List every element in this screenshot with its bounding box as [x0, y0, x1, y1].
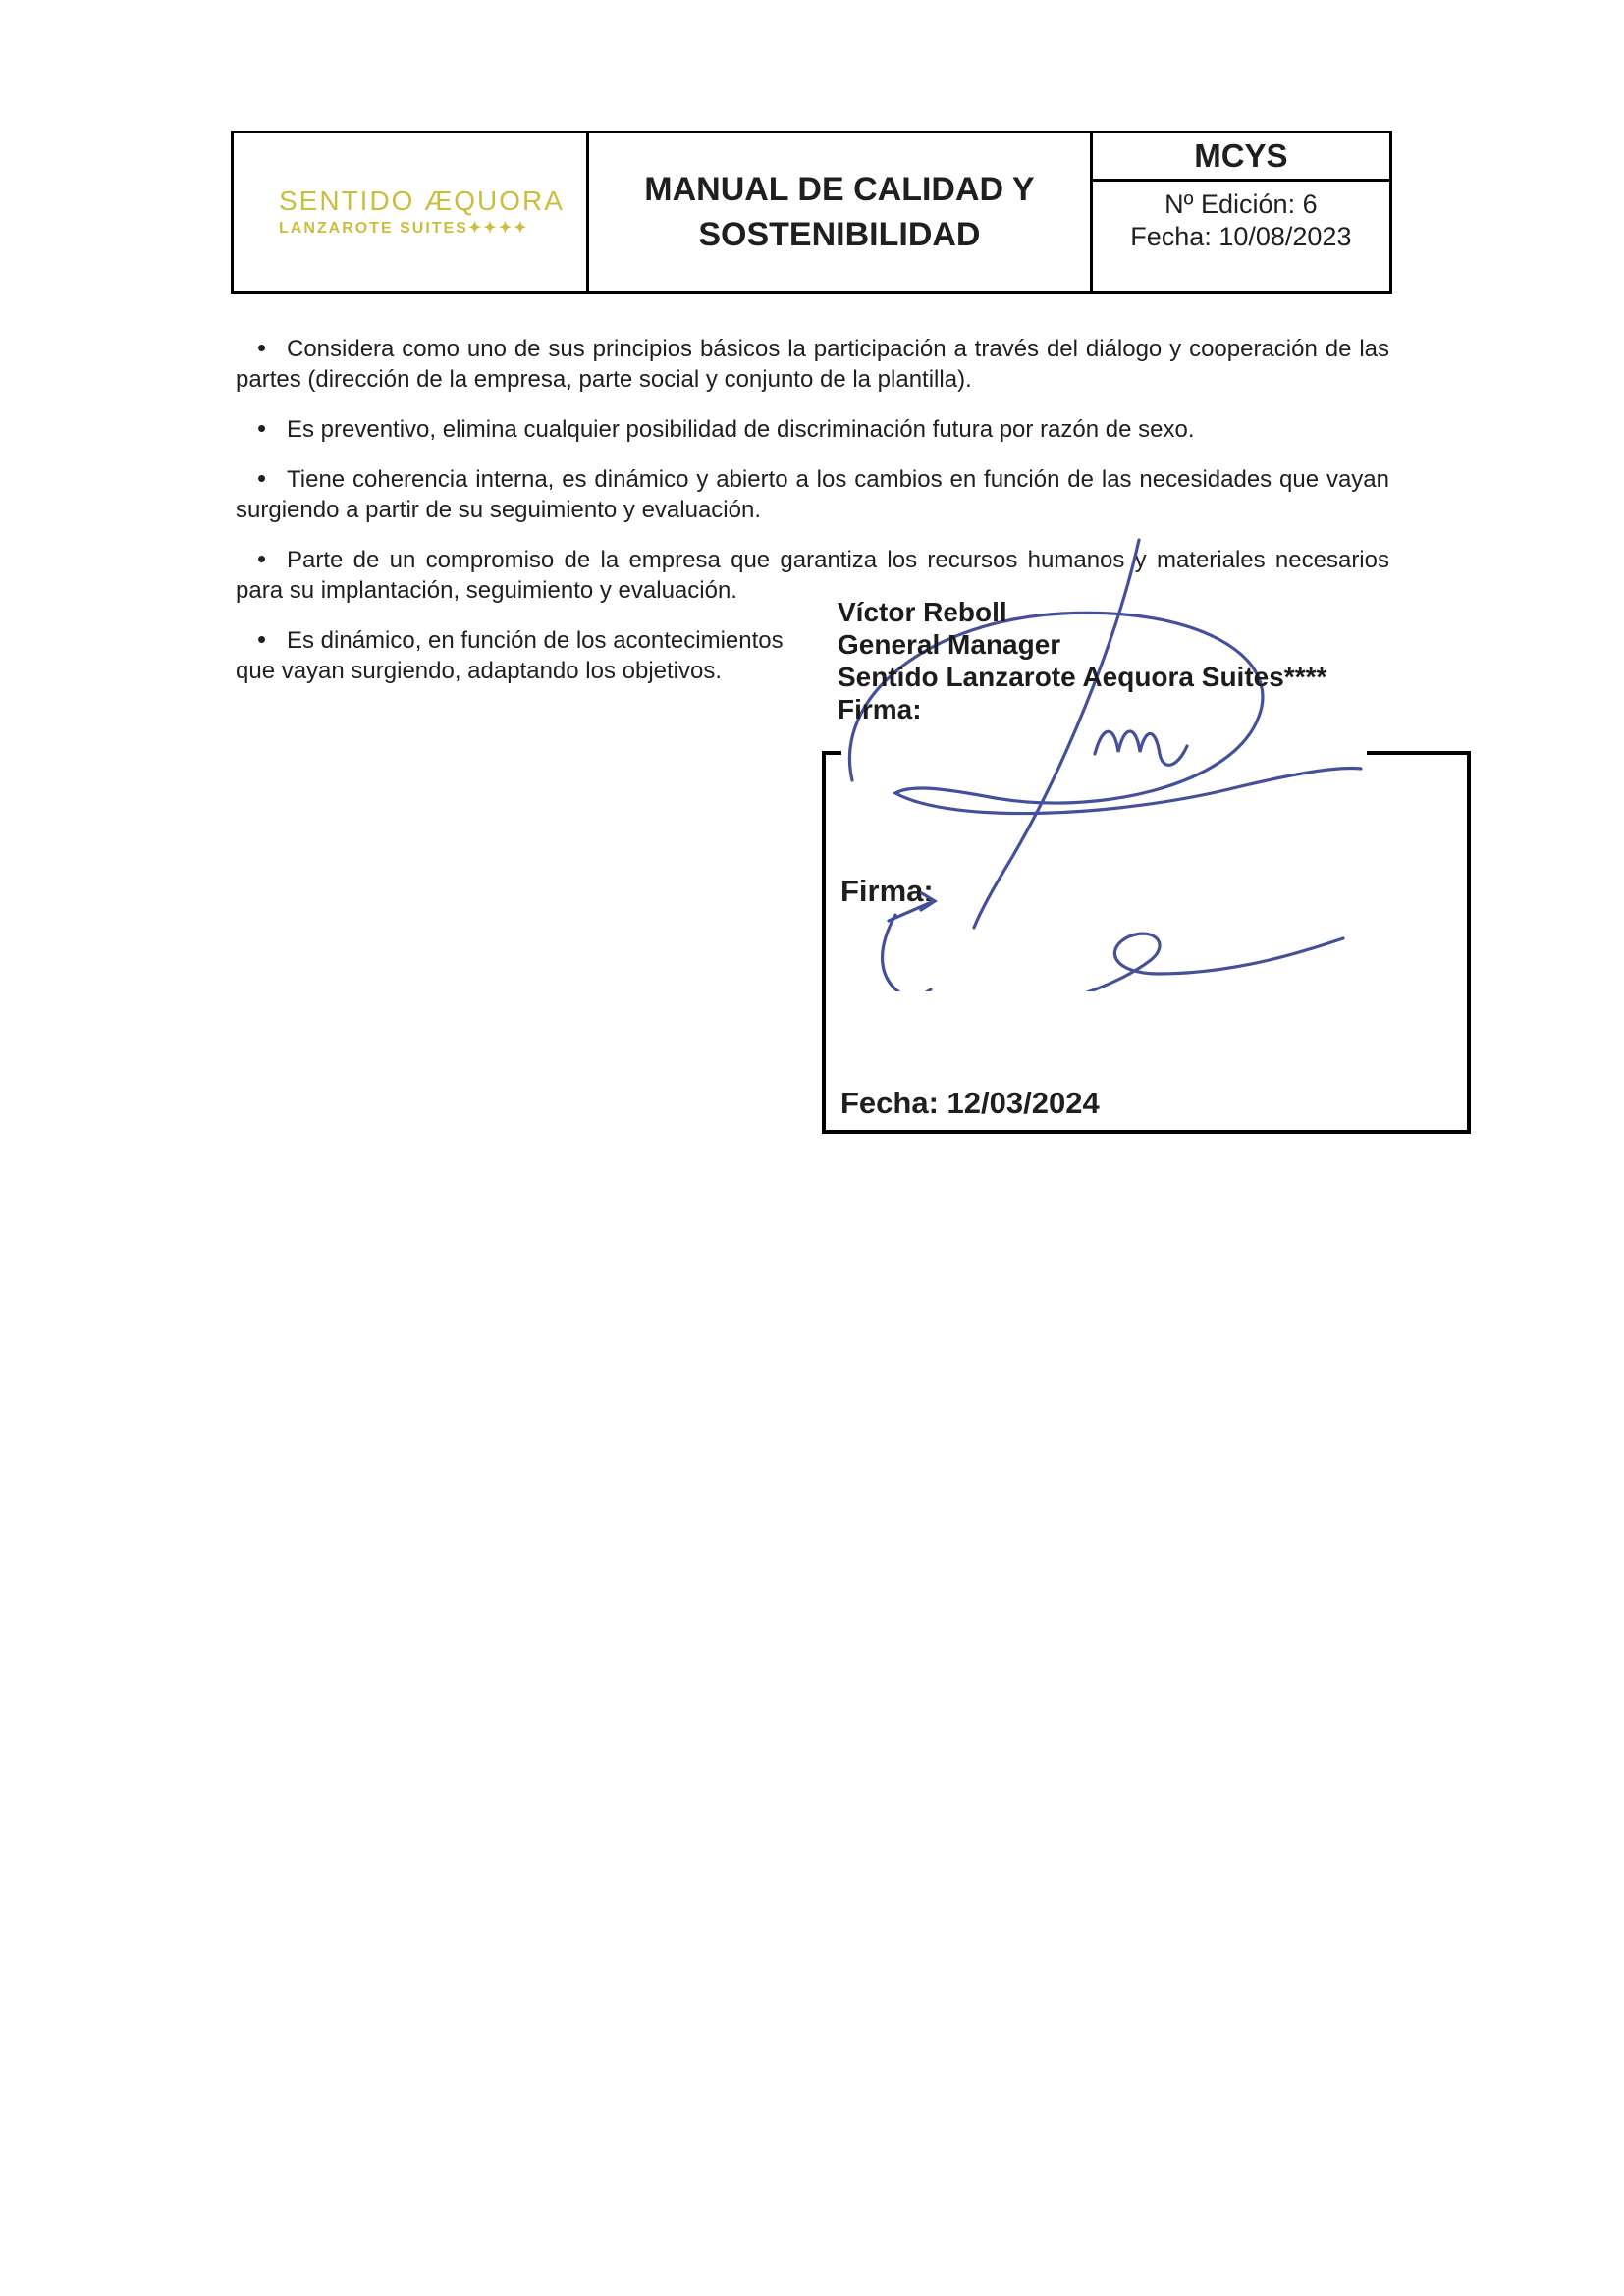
list-item-text: Tiene coherencia interna, es dinámico y abierto a los cambios en función de las necesidades que vayan surgiendo a partir de su seguimiento y evaluación. [236, 466, 1389, 523]
signer-firma-label: Firma: [838, 694, 922, 724]
list-item-text: Es preventivo, elimina cualquier posibilidad de discriminación futura por razón de sexo. [287, 416, 1195, 443]
bullet-icon: • [257, 413, 267, 443]
bullet-icon: • [257, 463, 267, 493]
signer-name: Víctor Reboll [838, 597, 1007, 627]
list-item [236, 463, 1389, 525]
list-item-text: Considera como uno de sus principios básicos la participación a través del diálogo y cooperación de las partes (dirección de la empresa, parte social y conjunto de la plantilla). [236, 336, 1389, 393]
edition-number: Nº Edición: 6 [1164, 189, 1318, 219]
bullet-icon: • [257, 544, 267, 573]
document-code: MCYS [1093, 133, 1389, 182]
list-item [236, 333, 1389, 395]
signer-company: Sentido Lanzarote Aequora Suites**** [838, 662, 1327, 692]
title-cell [589, 133, 1093, 291]
firma-label: Firma: [840, 874, 934, 908]
bullet-icon: • [257, 624, 267, 654]
signer-block [838, 596, 1326, 725]
logo-subtitle-text: LANZAROTE SUITES [279, 220, 468, 237]
fecha-label: Fecha: 12/03/2024 [840, 1086, 1100, 1120]
edition-info [1093, 182, 1389, 291]
list-item-text: Es dinámico, en función de los acontecimientos que vayan surgiendo, adaptando los objetivos. [236, 627, 784, 684]
edition-date: Fecha: 10/08/2023 [1130, 222, 1352, 251]
signer-role: General Manager [838, 629, 1061, 660]
list-item [236, 624, 815, 686]
hotel-logo [279, 187, 565, 237]
logo-cell [234, 133, 589, 291]
header-table [231, 131, 1392, 294]
code-cell [1093, 133, 1389, 291]
logo-stars-icon: ✦✦✦✦ [467, 220, 529, 237]
list-item-text: Parte de un compromiso de la empresa que garantiza los recursos humanos y materiales necesarios para su implantación, seguimiento y evaluación. [236, 547, 1389, 604]
logo-subtitle [279, 221, 565, 237]
bullet-icon: • [257, 333, 267, 362]
list-item [236, 413, 1389, 445]
document-title: MANUAL DE CALIDAD Y SOSTENIBILIDAD [644, 171, 1035, 253]
logo-brand-text: SENTIDO ÆQUORA [279, 186, 565, 216]
